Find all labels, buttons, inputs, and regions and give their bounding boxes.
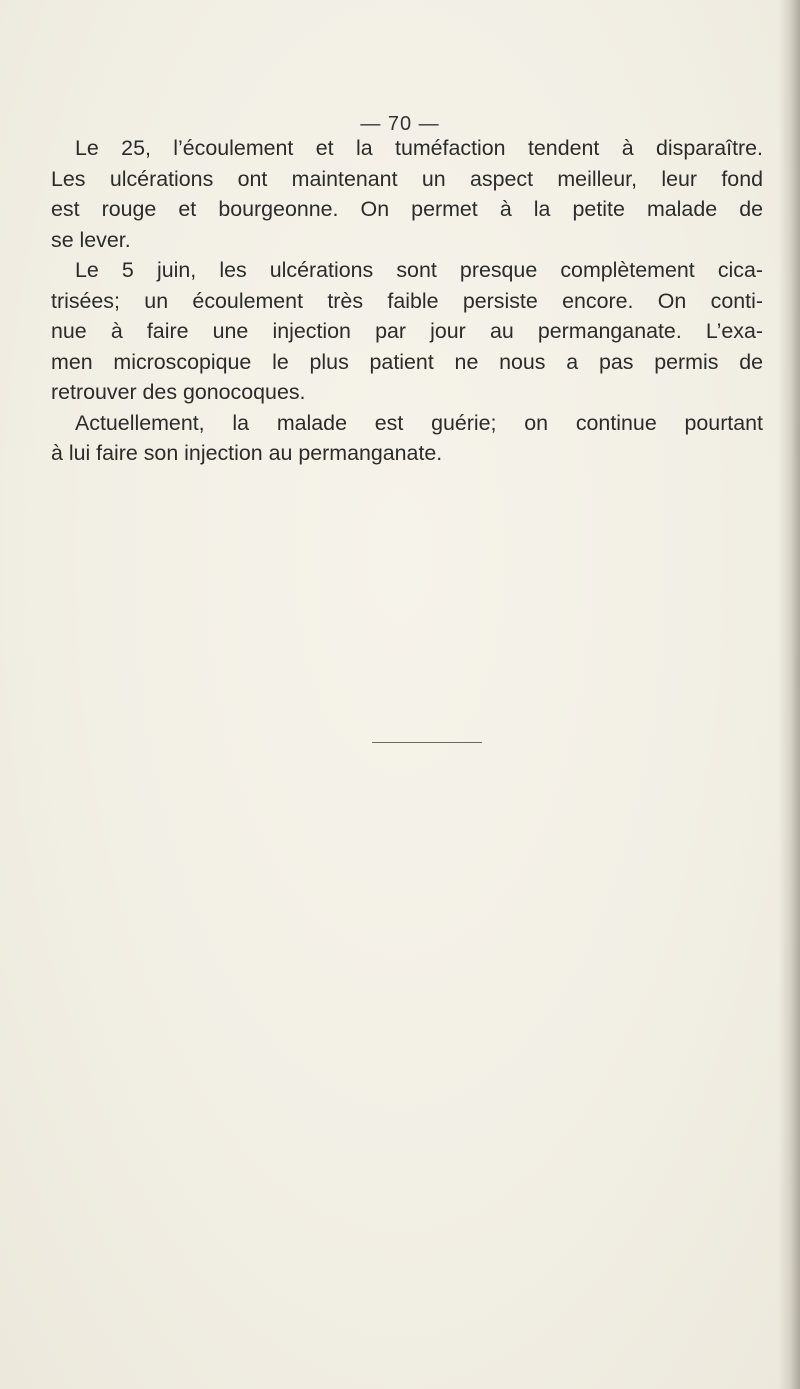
body-text <box>51 133 763 469</box>
text-line: est rouge et bourgeonne. On permet à la petite malade de <box>51 197 763 221</box>
text-line: Les ulcérations ont maintenant un aspect meilleur, leur fond <box>51 166 763 191</box>
page-edge-shadow <box>778 0 800 1389</box>
text-line: se lever. <box>51 227 131 252</box>
page-number: — 70 — <box>360 113 440 135</box>
text-line: nue à faire une injection par jour au permanganate. L’exa- <box>51 319 763 343</box>
end-rule-divider <box>372 742 482 743</box>
text-line: retrouver des gonocoques. <box>51 380 306 404</box>
text-line: Le 5 juin, les ulcérations sont presque complètement cica- <box>75 258 763 282</box>
text-line: Actuellement, la malade est guérie; on continue pourtant <box>75 410 763 435</box>
paragraph-1 <box>51 133 763 255</box>
text-line: men microscopique le plus patient ne nous a pas permis de <box>51 349 763 374</box>
paragraph-2 <box>51 255 763 408</box>
text-line: trisées; un écoulement très faible persiste encore. On conti- <box>51 288 763 313</box>
text-line: à lui faire son injection au permanganate. <box>51 441 443 465</box>
paragraph-3 <box>51 408 763 469</box>
text-line: Le 25, l’écoulement et la tuméfaction tendent à disparaître. <box>75 136 763 160</box>
